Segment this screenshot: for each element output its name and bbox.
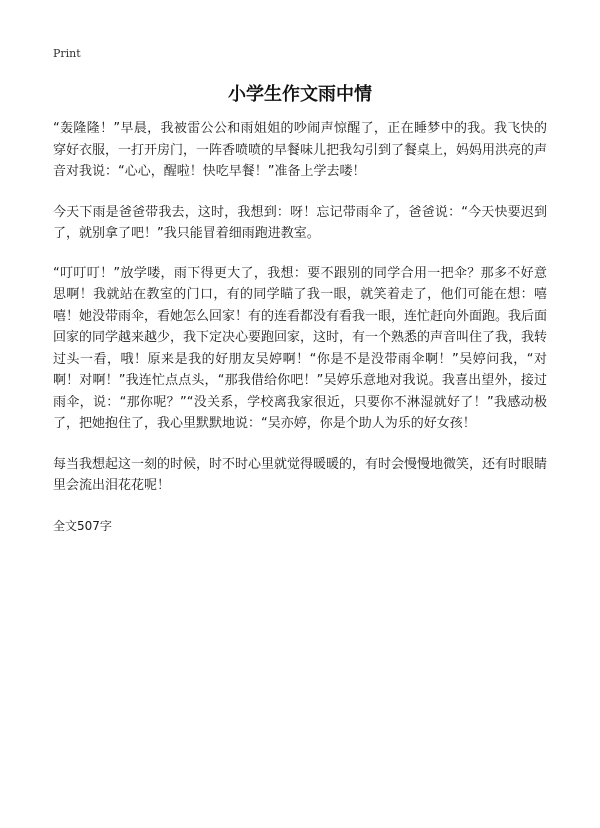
print-link[interactable]: Print (53, 47, 81, 60)
article-paragraph: 今天下雨是爸爸带我去，这时，我想到：呀！忘记带雨伞了，爸爸说：“今天快要迟到了，就别拿了吧！”我只能冒着细雨跑进教室。 (53, 204, 547, 241)
article-paragraph: 每当我想起这一刻的时候，时不时心里就觉得暖暖的，有时会慢慢地微笑，还有时眼睛里会流出泪花花呢！ (53, 456, 548, 493)
word-count: 全文507字 (53, 518, 112, 533)
article-paragraph: “轰隆隆！”早晨，我被雷公公和雨姐姐的吵闹声惊醒了，正在睡梦中的我。我飞快的穿好衣服，一打开房门，一阵香喷喷的早餐味儿把我勾引到了餐桌上，妈妈用洪亮的声音对我说：“心心，醒啦！快吃早餐！”准备上学去喽！ (53, 121, 548, 179)
article-paragraph: “叮叮叮！”放学喽，雨下得更大了，我想：要不跟别的同学合用一把伞？那多不好意思啊！我就站在教室的门口，有的同学瞄了我一眼，就笑着走了，他们可能在想：嘻嘻！她没带雨伞，看她怎么回家！有的连看都没有看我一眼，连忙赶向外面跑。我后面回家的同学越来越少，我下定决心要跑回家，这时，有一个熟悉的声音叫住了我，我转过头一看，哦！原来是我的好朋友吴婷啊！“你是不是没带雨伞啊！”吴婷问我，“对啊！对啊！”我连忙点点头，“那我借给你吧！”吴婷乐意地对我说。我喜出望外，接过雨伞，说：“那你呢？”“没关系，学校离我家很近，只要你不淋湿就好了！”我感动极了，把她抱住了，我心里默默地说：“吴亦婷，你是个助人为乐的好女孩！ (53, 265, 548, 431)
article-title: 小学生作文雨中情 (228, 84, 372, 105)
article-body (53, 118, 547, 536)
